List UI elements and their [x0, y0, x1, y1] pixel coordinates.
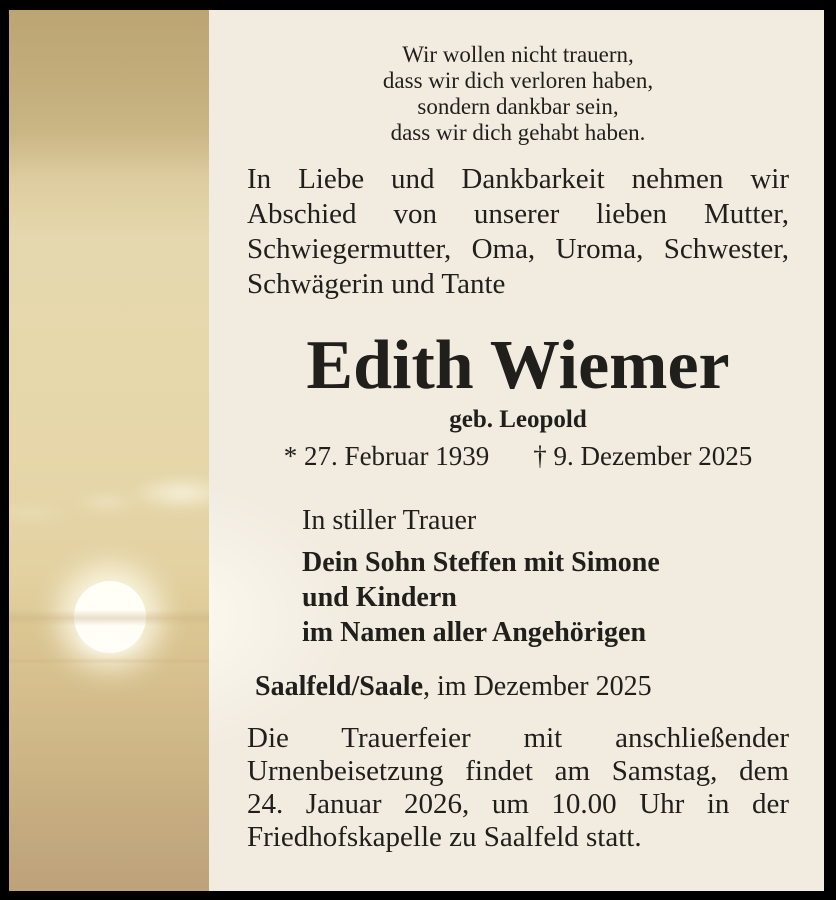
- cloud: [127, 476, 209, 510]
- cloud: [71, 494, 141, 510]
- text-line: dass wir dich gehabt haben.: [390, 120, 646, 145]
- memorial-verse: [247, 42, 789, 146]
- text-line: Friedhofskapelle zu Saalfeld statt.: [247, 821, 642, 853]
- text-line: Abschied von unserer lieben Mutter,: [247, 198, 789, 230]
- sunset-photo: [9, 10, 209, 891]
- cloud: [9, 506, 75, 520]
- death-date: † 9. Dezember 2025: [533, 441, 753, 471]
- birth-date: * 27. Februar 1939: [283, 441, 490, 471]
- place-date: , im Dezember 2025: [423, 671, 652, 702]
- text-line: Die Trauerfeier mit anschließender: [247, 722, 789, 754]
- text-line: 24. Januar 2026, um 10.00 Uhr in der: [247, 788, 789, 820]
- life-dates: [247, 440, 789, 472]
- text-line: Dein Sohn Steffen mit Simone: [302, 547, 660, 578]
- text-line: sondern dankbar sein,: [417, 94, 619, 119]
- maiden-name: geb. Leopold: [449, 406, 587, 433]
- sun-reflection: [73, 622, 147, 658]
- text-line: und Kindern: [302, 582, 457, 613]
- place-name: Saalfeld/Saale: [255, 671, 424, 702]
- text-line: dass wir dich verloren haben,: [382, 68, 654, 93]
- mourners-list: [302, 545, 789, 650]
- text-line: Wir wollen nicht trauern,: [402, 42, 634, 67]
- text-line: im Namen aller Angehörigen: [302, 617, 647, 648]
- deceased-name: Edith Wiemer: [306, 327, 730, 404]
- sea-streak: [9, 658, 209, 664]
- mourning-intro: In stiller Trauer: [302, 505, 477, 536]
- text-line: In Liebe und Dankbarkeit nehmen wir: [247, 163, 789, 195]
- place-date-line: [255, 670, 789, 703]
- text-line: Schwägerin und Tante: [247, 268, 506, 300]
- text-line: Schwiegermutter, Oma, Uroma, Schwester,: [247, 233, 789, 265]
- funeral-info-paragraph: [247, 722, 789, 854]
- notice-inner: [9, 10, 824, 891]
- text-line: Urnenbeisetzung findet am Samstag, dem: [247, 755, 789, 787]
- notice-text-panel: [209, 10, 824, 891]
- farewell-paragraph: [247, 162, 789, 302]
